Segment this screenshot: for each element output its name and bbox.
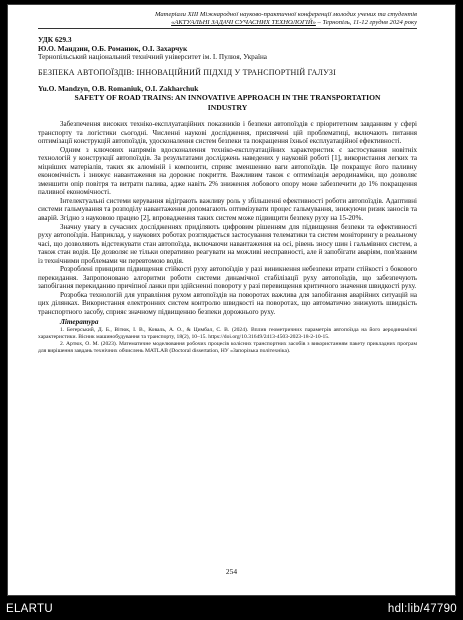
paragraph-6: Розробка технологій для управління рухом автопоїздів на поворотах важлива для запобігання аварійних ситуацій на цих ділянках. Використання електронних систем контролю швидкості на поворотах, що автоматично знижують швидкість транспортного засобу, сприяє значному підвищенню безпеки дорожнього руху. <box>38 290 417 317</box>
conference-date: – Тернопіль, 11-12 грудня 2024 року <box>315 19 417 26</box>
reference-2: 2. Артюх, О. М. (2023). Математичне моделювання робочих процесів колісних транспортних засобів з використанням пакету прикладних програм для вирішення завдань технічних обчислень MATLAB (Doctoral dissertation, НУ «Запорізька політехніка). <box>38 340 417 354</box>
affiliation: Тернопільський національний технічний університет ім. І. Пулюя, Україна <box>38 53 267 61</box>
paragraph-2: Одним з ключових напрямів вдосконалення техніко-експлуатаційних характеристик є застосування новітніх технологій у конструкції автопоїздів. За результатами досліджень наведених у науковій роботі [1], використання легких та міцніших матеріалів, таких як алюміній і композити, сприяє зменшенню ваги автопоїздів. Це покращує його паливну економічність і знижує навантаження на дорожнє покриття. Важливим також є оптимізація аеродинаміки, що дозволяє зменшити опір повітря та витрати палива, адже навіть 2% зниження лобового опору може забезпечити до 1% покращення паливної економічності. <box>38 145 417 197</box>
paragraph-4: Значну увагу в сучасних дослідженнях приділяють цифровим рішенням для підвищення безпеки та ефективності руху автопоїздів. Наприклад, у наукових роботах розглядається застосування телематики та систем моніторингу в реальному часі, що дозволяють відстежувати стан автопоїзда, включаючи навантаження на осі, рівень зносу шин і гальмівних систем, а також стан водія. Це дозволяє не тільки оперативно реагувати на можливі несправності, але й запобігати аваріям, пов'язаним із технічними проблемами чи перевтомою водія. <box>38 222 417 265</box>
paragraph-5: Розроблені принципи підвищення стійкості руху автопоїздів у разі виникнення небезпеки втрати стійкості з бокового перекидання. Запропоновано алгоритми роботи системи динамічної стабілізації руху автопоїздів, що забезпечують запобігання перекиданню причіпної ланки при здійсненні повороту у разі перевищення критичного значення швидкості руху. <box>38 265 417 291</box>
udc-code: УДК 629.3 <box>38 35 72 44</box>
literature-heading: Література <box>60 317 99 326</box>
page-number: 254 <box>225 567 238 576</box>
conference-header-line1: Матеріали XIII Міжнародної науково-практичної конференції молодих учених та студентів <box>154 11 417 18</box>
conference-header <box>38 11 417 29</box>
authors-en: Yu.O. Mandzyn, O.B. Romaniuk, O.I. Zakharchuk <box>38 84 199 93</box>
conference-name: «АКТУАЛЬНІ ЗАДАЧІ СУЧАСНИХ ТЕХНОЛОГІЙ» <box>171 19 316 26</box>
article-title-ua: БЕЗПЕКА АВТОПОЇЗДІВ: ІННОВАЦІЙНИЙ ПІДХІД У ТРАНСПОРТНІЙ ГАЛУЗІ <box>38 68 336 77</box>
paragraph-1: Забезпечення високих техніко-експлуатаційних показників і безпеки автопоїздів є пріоритетним завданням у сфері транспорту та логістики сьогодні. Численні наукові дослідження, присвячені цій проблематиці, включають питання оптимізації конструкцій автопоїздів, удосконалення систем безпеки та покращення їхньої експлуатаційної ефективності. <box>38 120 417 146</box>
paragraph-3: Інтелектуальні системи керування відіграють важливу роль у збільшенні ефективності роботи автопоїздів. Адаптивні системи гальмування та розподілу навантаження допомагають оптимізувати процес гальмування, знижуючи ризик заносів та аварій. Згідно з науковою працею [2], впровадження таких систем може підвищити безпеку руху на 15-20%. <box>38 196 417 223</box>
conference-header-line2 <box>38 19 417 27</box>
handle-label: hdl:lib/47790 <box>387 603 457 615</box>
repository-label: ELARTU <box>6 603 53 615</box>
document-page <box>7 4 456 596</box>
article-title-en: SAFETY OF ROAD TRAINS: AN INNOVATIVE APPROACH IN THE TRANSPORTATION INDUSTRY <box>74 93 381 112</box>
reference-1: 1. Бегерський, Д. Б., Вітюк, І. В., Коваль, А. О., & Цимбал, С. В. (2024). Вплив геометричних параметрів автопоїзда на його аеродинамічні характеристики. Вісник машинобудування та транспорту, 18(2), 10–15. https://doi.org/10.31649/2413-4503-2023-18-2-10-15. <box>38 326 417 340</box>
authors-ua: Ю.О. Мандзин, О.Б. Романюк, О.І. Захарчук <box>38 44 188 53</box>
